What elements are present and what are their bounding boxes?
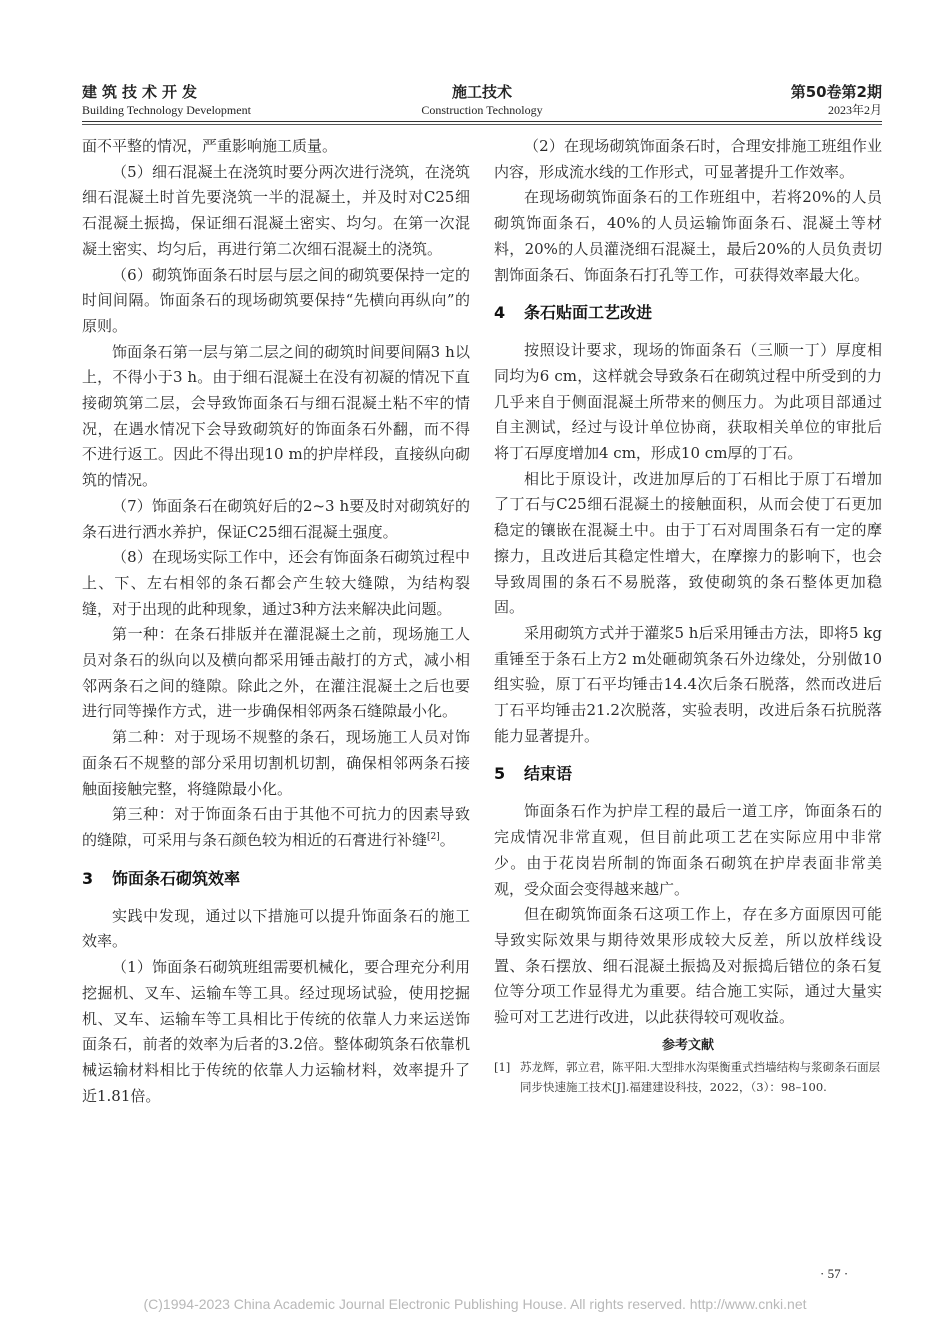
- section-title: 条石贴面工艺改进: [524, 303, 653, 323]
- reference-number: [1]: [494, 1059, 511, 1074]
- header-issue: [791, 82, 882, 118]
- header-section: [421, 82, 542, 118]
- paragraph: （8）在现场实际工作中，还会有饰面条石砌筑过程中上、下、左右相邻的条石都会产生较大缝隙，为结构裂缝，对于出现的此种现象，通过3种方法来解决此问题。: [82, 548, 470, 618]
- journal-title-en: Building Technology Development: [82, 103, 251, 117]
- section-number: 5: [494, 764, 506, 784]
- paragraph-with-citation: [82, 802, 470, 853]
- citation-ref[interactable]: [2]: [427, 831, 440, 842]
- paragraph: 按照设计要求，现场的饰面条石（三顺一丁）厚度相同均为6 cm，这样就会导致条石在砌筑过程中所受到的力几乎来自于侧面混凝土所带来的侧压力。为此项目部通过自主测试，经过与设计单位协商，获取相关单位的审批后将丁石厚度增加4 cm，形成10 cm厚的丁石。: [494, 341, 882, 463]
- header-rule-thin: [82, 124, 882, 125]
- section-heading: [82, 867, 470, 891]
- paragraph: 但在砌筑饰面条石这项工作上，存在多方面原因可能导致实际效果与期待效果形成较大反差，所以放样线设置、条石摆放、细石混凝土振捣及对振捣后错位的条石复位等分项工作显得尤为重要。结合施工实际，通过大量实验可对工艺进行改进，以此获得较可观收益。: [494, 905, 882, 1027]
- section-number: 4: [494, 303, 506, 323]
- section-number: 3: [82, 868, 94, 888]
- paragraph: （7）饰面条石在砌筑好后的2~3 h要及时对砌筑好的条石进行洒水养护，保证C25细石混凝土强度。: [82, 496, 470, 541]
- page-header: [82, 82, 882, 122]
- paragraph: 实践中发现，通过以下措施可以提升饰面条石的施工效率。: [82, 906, 470, 951]
- paragraph-end: 。: [439, 830, 455, 849]
- reference-text: 苏龙辉，郭立君，陈平阳.大型排水沟渠衡重式挡墙结构与浆砌条石面层同步快速施工技术[J].福建建设科技，2022，（3）：98–100.: [520, 1059, 881, 1094]
- section-title-cn: 施工技术: [451, 83, 513, 101]
- right-column: [494, 134, 882, 1097]
- paragraph: （2）在现场砌筑饰面条石时，合理安排施工班组作业内容，形成流水线的工作形式，可显著提升工作效率。: [494, 137, 882, 181]
- paragraph: 第二种：对于现场不规整的条石，现场施工人员对饰面条石不规整的部分采用切割机切割，确保相邻两条石接触面接触完整，将缝隙最小化。: [82, 728, 470, 798]
- issue-date: 2023年2月: [827, 103, 882, 117]
- paragraph: 饰面条石作为护岸工程的最后一道工序，饰面条石的完成情况非常直观，但目前此项工艺在实际应用中非常少。由于花岗岩所制的饰面条石砌筑在护岸表面非常美观，受众面会变得越来越广。: [494, 802, 882, 898]
- section-heading: [494, 762, 882, 786]
- paragraph: 饰面条石第一层与第二层之间的砌筑时间要间隔3 h以上，不得小于3 h。由于细石混凝土在没有初凝的情况下直接砌筑第二层，会导致饰面条石与细石混凝土粘不牢的情况，在遇水情况下会导致砌筑好的饰面条石外翻，而不得不进行返工。因此不得出现10 m的护岸样段，直接纵向砌筑的情况。: [82, 342, 470, 490]
- paragraph: （1）饰面条石砌筑班组需要机械化，要合理充分利用挖掘机、叉车、运输车等工具。经过现场试验，使用挖掘机、叉车、运输车等工具相比于传统的依靠人力来运送饰面条石，前者的效率为后者的3.2倍。整体砌筑条石依靠机械运输材料相比于传统的依靠人力运输材料，效率提升了近1.81倍。: [82, 958, 470, 1105]
- section-title: 结束语: [524, 764, 573, 784]
- paragraph: 面不平整的情况，严重影响施工质量。: [82, 137, 338, 155]
- references-title: 参考文献: [661, 1037, 714, 1053]
- paragraph: 在现场砌筑饰面条石的工作班组中，若将20%的人员砌筑饰面条石，40%的人员运输饰面条石、混凝土等材料，20%的人员灌浇细石混凝土，最后20%的人员负责切割饰面条石、饰面条石打孔等工作，可获得效率最大化。: [494, 188, 882, 284]
- header-rule: [82, 121, 882, 122]
- section-title-en: Construction Technology: [421, 103, 543, 117]
- journal-title-cn: 建筑技术开发: [82, 83, 203, 101]
- left-column: [82, 134, 470, 1109]
- paragraph: 相比于原设计，改进加厚后的丁石相比于原丁石增加了丁石与C25细石混凝土的接触面积，从而会使丁石更加稳定的镶嵌在混凝土中。由于丁石对周围条石有一定的摩擦力，且改进后其稳定性增大，在摩擦力的影响下，也会导致周围的条石不易脱落，致使砌筑的条石整体更加稳固。: [494, 469, 882, 617]
- page-number: · 57 ·: [820, 1266, 849, 1281]
- copyright-footer: (C)1994-2023 China Academic Journal Electronic Publishing House. All rights reserved. http://www.cnki.net: [143, 1296, 807, 1312]
- header-journal: [82, 82, 251, 118]
- section-heading: [494, 301, 882, 325]
- paragraph: 采用砌筑方式并于灌浆5 h后采用锤击方法，即将5 kg重锤至于条石上方2 m处砸砌筑条石外边缘处，分别做10组实验，原丁石平均锤击14.4次后条石脱落，然而改进后丁石平均锤击21.2次脱落，实验表明，改进后条石抗脱落能力显著提升。: [494, 623, 882, 745]
- section-title: 饰面条石砌筑效率: [112, 868, 241, 888]
- paragraph-text: 第三种：对于饰面条石由于其他不可抗力的因素导致的缝隙，可采用与条石颜色较为相近的石膏进行补缝: [82, 805, 470, 849]
- paragraph: （5）细石混凝土在浇筑时要分两次进行浇筑，在浇筑细石混凝土时首先要浇筑一半的混凝土，并及时对C25细石混凝土振捣，保证细石混凝土密实、均匀。在第一次混凝土密实、均匀后，再进行第二次细石混凝土的浇筑。: [82, 162, 470, 258]
- paragraph: （6）砌筑饰面条石时层与层之间的砌筑要保持一定的时间间隔。饰面条石的现场砌筑要保持“先横向再纵向”的原则。: [82, 265, 470, 335]
- issue-number: 第50卷第2期: [790, 83, 882, 101]
- paragraph: 第一种：在条石排版并在灌混凝土之前，现场施工人员对条石的纵向以及横向都采用锤击敲打的方式，减小相邻两条石之间的缝隙。除此之外，在灌注混凝土之后也要进行同等操作方式，进一步确保相邻两条石缝隙最小化。: [82, 625, 470, 721]
- reference-item: [494, 1057, 882, 1097]
